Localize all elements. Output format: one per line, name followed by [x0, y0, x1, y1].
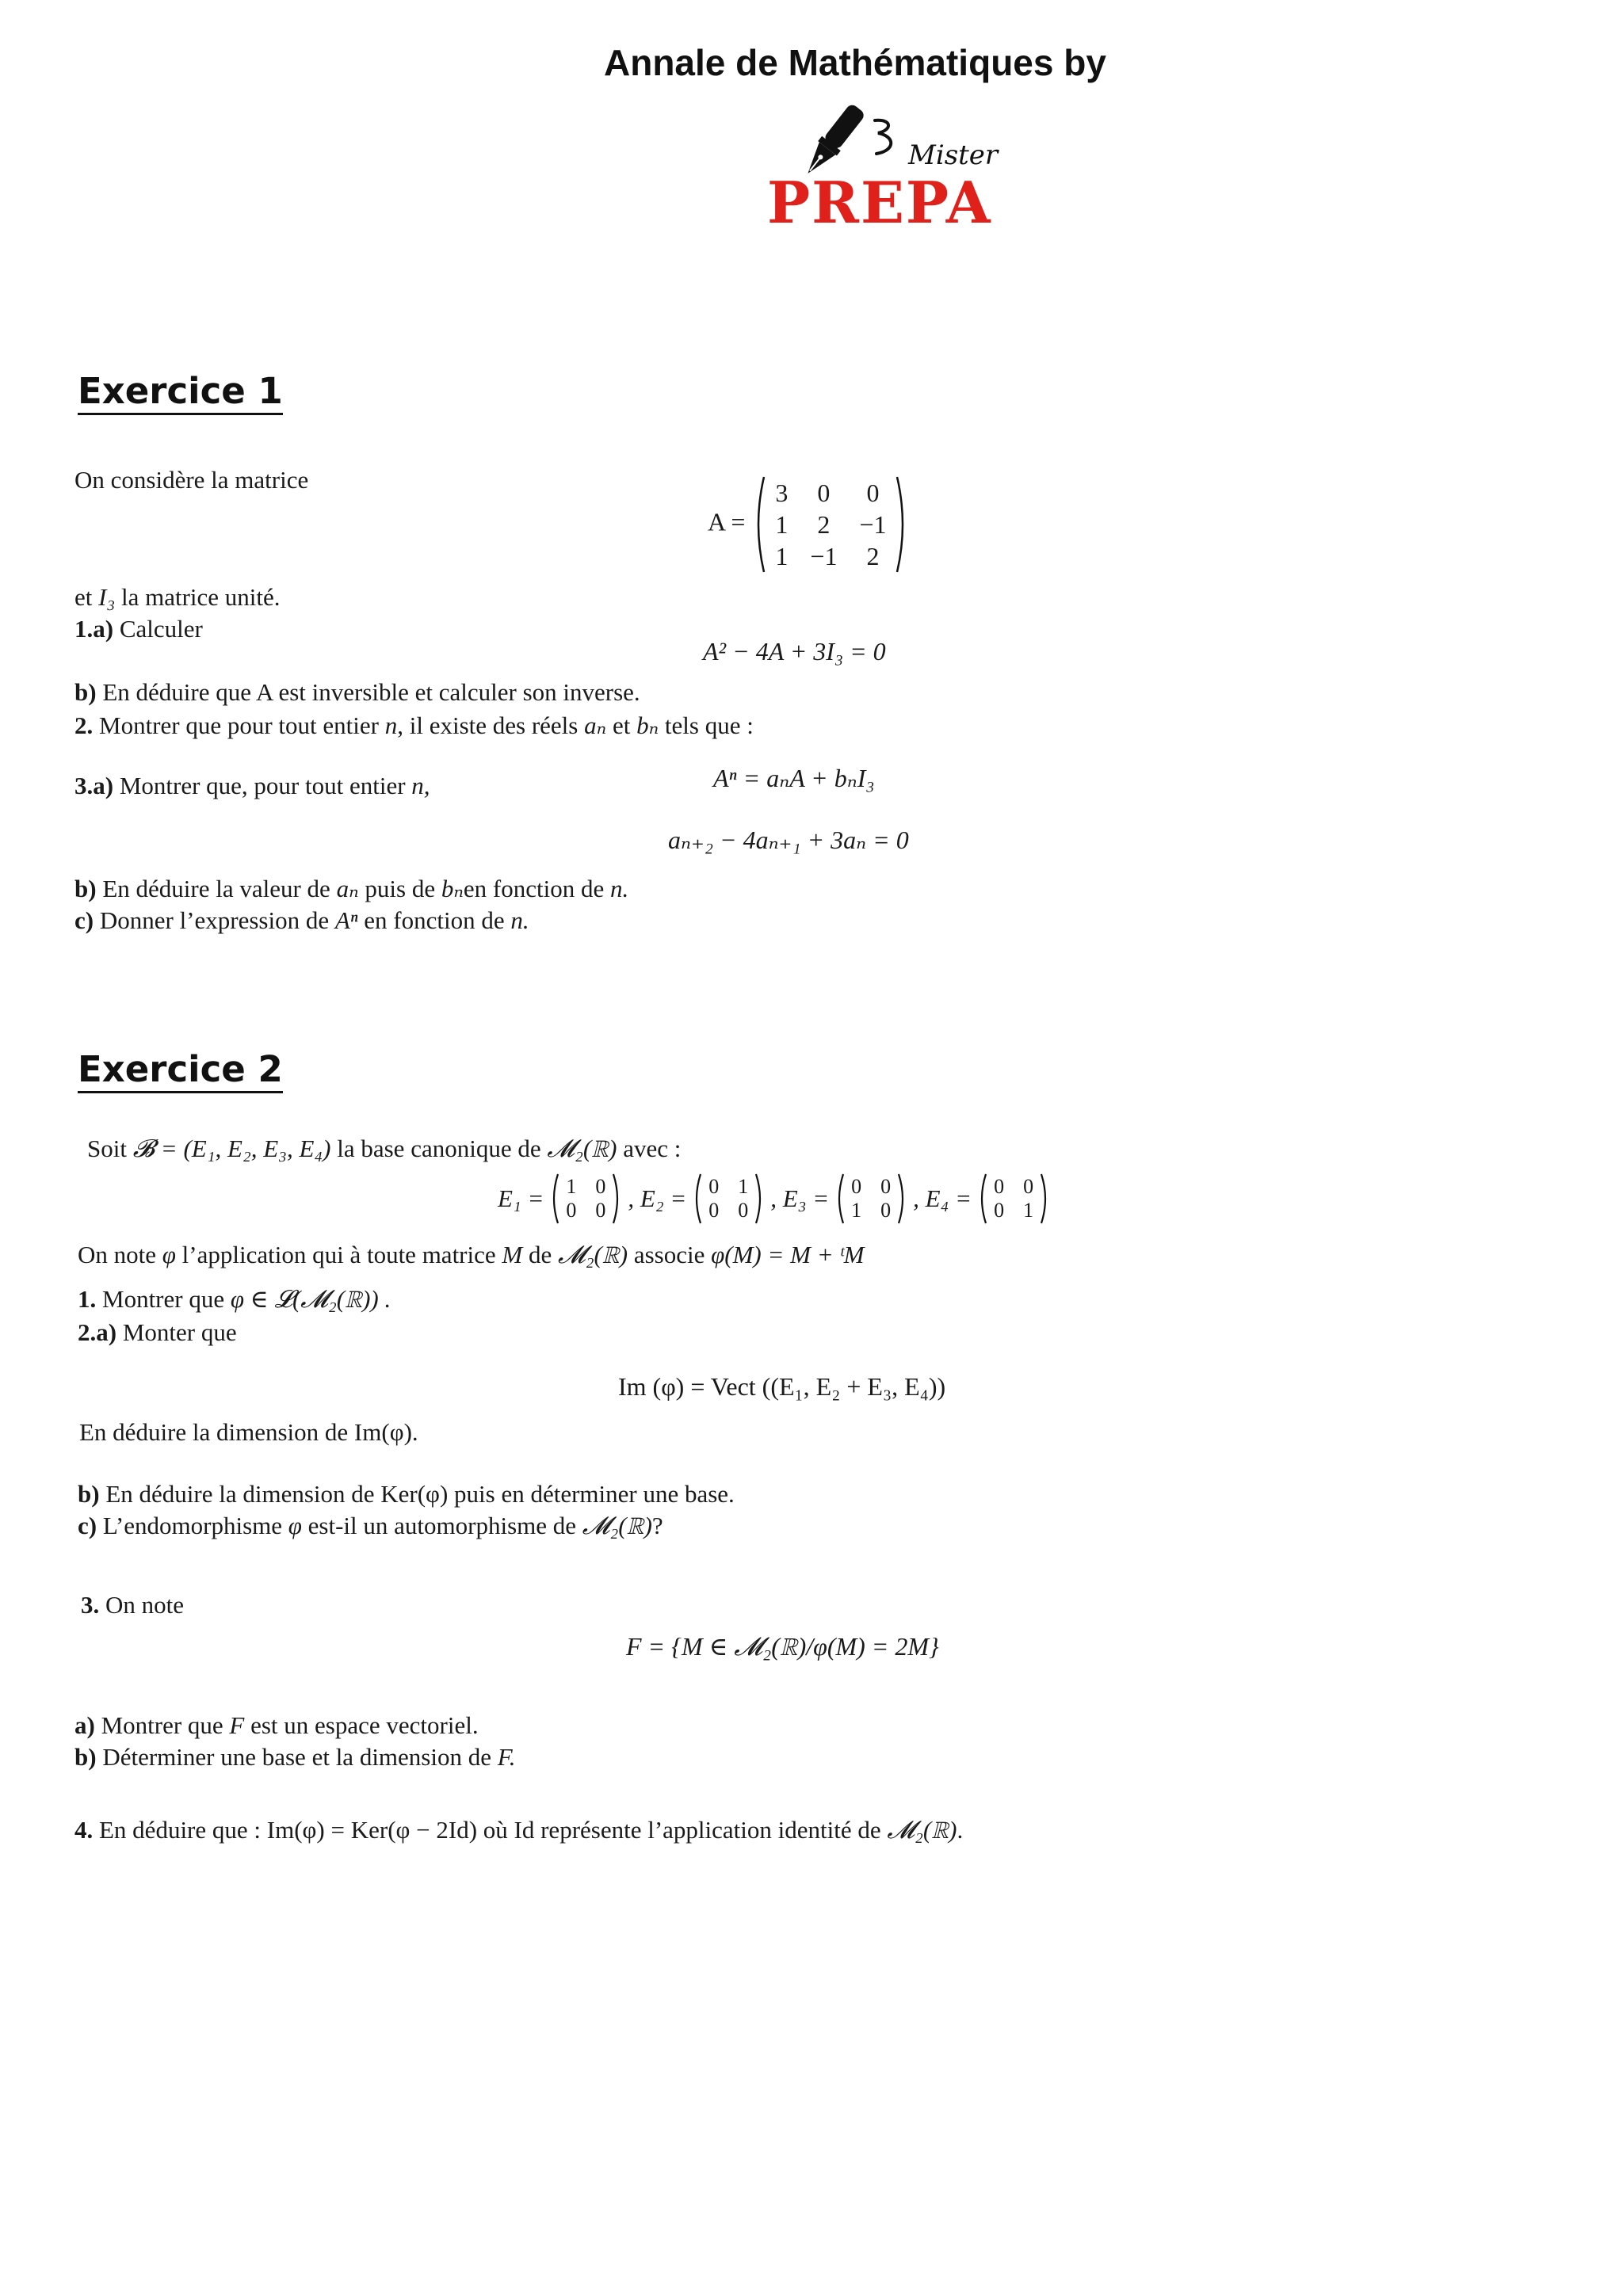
- ex1-q1a: 1.a) Calculer: [74, 615, 203, 643]
- ex2-q2c: c) L’endomorphisme φ est-il un automorphisme de 𝓜₂(ℝ)?: [78, 1512, 663, 1539]
- basis-matrix-cell: 0: [708, 1175, 720, 1198]
- matrix-a-cell: 3: [775, 479, 789, 507]
- basis-matrix-cell: 0: [880, 1199, 892, 1222]
- matrix-a-cell: 2: [817, 510, 831, 539]
- basis-matrix-cell: 0: [595, 1199, 606, 1222]
- ex2-q3a: a) Montrer que F est un espace vectoriel.: [74, 1711, 479, 1739]
- matrix-a-cell: 2: [866, 542, 880, 570]
- basis-matrix-cell: 0: [1023, 1175, 1034, 1198]
- basis-matrix-e2: [691, 1173, 766, 1225]
- equation-a2: A² − 4A + 3I₃ = 0: [703, 637, 886, 666]
- ex1-q3b: b) En déduire la valeur de aₙ puis de bₙen fonction de n.: [74, 875, 629, 902]
- matrix-a: [751, 475, 910, 574]
- ex2-definition: On note φ l’application qui à toute matrice M de 𝓜₂(ℝ) associe φ(M) = M + ᵗM: [78, 1241, 865, 1268]
- matrix-a-cell: 1: [775, 542, 789, 570]
- basis-matrix-label: E₁ =: [498, 1184, 544, 1212]
- basis-matrix-cell: 1: [566, 1175, 577, 1198]
- equation-image: Im (φ) = Vect ((E₁, E₂ + E₃, E₄)): [618, 1372, 946, 1401]
- equation-an: Aⁿ = aₙA + bₙI₃: [713, 764, 875, 792]
- basis-matrix-e1: [548, 1173, 623, 1225]
- page-title: Annale de Mathématiques by: [604, 42, 1106, 83]
- matrix-a-cell: −1: [810, 542, 838, 570]
- basis-matrix-cell: 0: [851, 1175, 862, 1198]
- basis-matrix-label: , E₃ =: [770, 1184, 830, 1212]
- basis-matrix-cell: 0: [738, 1199, 749, 1222]
- matrix-a-cell: −1: [859, 510, 887, 539]
- matrix-a-cell: 0: [866, 479, 880, 507]
- canonical-basis-matrices: [498, 1173, 1056, 1225]
- ex2-q2a: 2.a) Monter que: [78, 1318, 237, 1346]
- basis-matrix-cell: 0: [994, 1175, 1005, 1198]
- basis-matrix-label: , E₂ =: [628, 1184, 687, 1212]
- ex2-dim-image: En déduire la dimension de Im(φ).: [79, 1418, 418, 1446]
- matrix-a-equation: [708, 475, 910, 574]
- matrix-a-label: A =: [708, 507, 746, 536]
- basis-matrix-e3: [834, 1173, 908, 1225]
- basis-matrix-cell: 0: [566, 1199, 577, 1222]
- basis-matrix-cell: 0: [880, 1175, 892, 1198]
- ex1-intro: On considère la matrice: [74, 466, 309, 494]
- ex1-q3a: 3.a) Montrer que, pour tout entier n,: [74, 772, 430, 799]
- mister-prepa-logo: [767, 98, 997, 237]
- logo-script-text: Mister: [908, 139, 999, 171]
- basis-matrix-e4: [976, 1173, 1051, 1225]
- equation-F: F = {M ∈ 𝓜₂(ℝ)/φ(M) = 2M}: [626, 1632, 939, 1661]
- basis-matrix-cell: 1: [738, 1175, 749, 1198]
- ex1-q1b: b) En déduire que A est inversible et calculer son inverse.: [74, 678, 640, 706]
- ex1-q2: 2. Montrer que pour tout entier n, il existe des réels aₙ et bₙ tels que :: [74, 711, 754, 739]
- equation-recurrence: aₙ₊₂ − 4aₙ₊₁ + 3aₙ = 0: [668, 826, 909, 854]
- ex1-q3c: c) Donner l’expression de Aⁿ en fonction de n.: [74, 906, 529, 934]
- basis-matrix-cell: 0: [708, 1199, 720, 1222]
- ex2-intro: Soit 𝓑 = (E₁, E₂, E₃, E₄) la base canonique de 𝓜₂(ℝ) avec :: [87, 1135, 682, 1162]
- ex2-q2b: b) En déduire la dimension de Ker(φ) puis en déterminer une base.: [78, 1480, 735, 1508]
- matrix-a-cell: 1: [775, 510, 789, 539]
- basis-matrix-label: , E₄ =: [913, 1184, 972, 1212]
- exercise-2-heading: Exercice 2: [78, 1049, 283, 1093]
- exercise-1-heading: Exercice 1: [78, 371, 283, 415]
- ex2-q3b: b) Déterminer une base et la dimension de F.: [74, 1743, 516, 1771]
- basis-matrix-cell: 1: [851, 1199, 862, 1222]
- ex2-q4: 4. En déduire que : Im(φ) = Ker(φ − 2Id) où Id représente l’application identité de 𝓜₂(ℝ).: [74, 1816, 964, 1844]
- basis-matrix-cell: 0: [994, 1199, 1005, 1222]
- ex2-q3: 3. On note: [81, 1591, 185, 1619]
- basis-matrix-cell: 1: [1023, 1199, 1034, 1222]
- basis-matrix-cell: 0: [595, 1175, 606, 1198]
- logo-word: PREPA: [767, 169, 992, 236]
- ex1-identity-line: et I₃ la matrice unité.: [74, 583, 281, 611]
- ex2-q1: 1. Montrer que φ ∈ 𝓛(𝓜₂(ℝ)) .: [78, 1285, 391, 1313]
- matrix-a-cell: 0: [817, 479, 831, 507]
